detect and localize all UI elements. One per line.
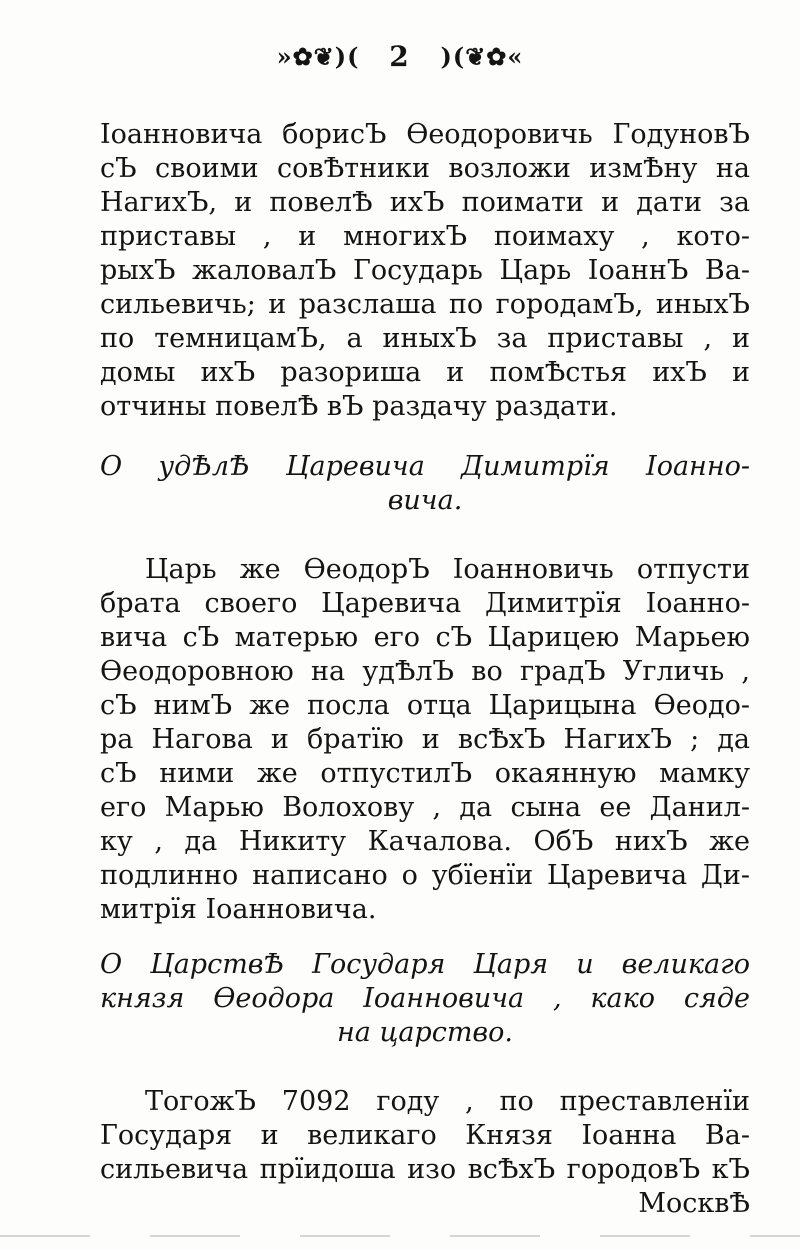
heading-line: О ЦарствѢ Государя Царя и великаго: [100, 949, 750, 980]
text-line: Іоанновича борисЪ Ѳеодоровичь ГодуновЪ: [100, 119, 750, 150]
text-line: вича сЪ матерью его сЪ Царицею Марьею: [100, 622, 750, 653]
text-line: отчины повелѢ вЪ раздачу раздати.: [100, 391, 618, 422]
text-line: подлинно написано о убїенїи Царевича Ди-: [100, 860, 750, 891]
right-ornament-icon: )(❦✿«: [440, 42, 524, 71]
text-line: митрїя Іоанновича.: [100, 894, 377, 925]
heading-line: О удѢлѢ Царевича Димитрїя Іоанно-: [100, 451, 750, 482]
text-line: его Марью Волохову , да сына ее Данил-: [100, 792, 750, 823]
text-line: ТогожЪ 7092 году , по преставленїи: [145, 1086, 750, 1117]
page-edge-divider: [0, 1235, 800, 1237]
text-line: сЪ своими совѢтники возложи измѢну на: [100, 153, 750, 184]
text-line: приставы , и многихЪ поимаху , кото-: [100, 221, 750, 252]
heading-line: на царство.: [337, 1017, 513, 1048]
text-line: по темницамЪ, а иныхЪ за приставы , и: [100, 323, 750, 354]
text-line: сильевичь; и разслаша по городамЪ, иныхЪ: [100, 289, 750, 320]
text-line: брата своего Царевича Димитрїя Іоанно-: [100, 588, 750, 619]
paragraph-2: [100, 553, 750, 927]
text-line: ра Нагова и братїю и всѢхЪ НагихЪ ; да: [100, 724, 750, 755]
page-number: 2: [389, 40, 411, 73]
heading-line: князя Ѳеодора Іоанновича , како сяде: [100, 983, 750, 1014]
text-line: Ѳеодоровною на удѢлЪ во градЪ Угличь ,: [100, 656, 750, 687]
text-line: домы ихЪ разориша и помѢстья ихЪ и: [100, 357, 750, 388]
left-ornament-icon: »✿❦)(: [276, 42, 360, 71]
text-line: рыхЪ жаловалЪ Государь Царь ІоаннЪ Ва-: [100, 255, 750, 286]
text-line: НагихЪ, и повелѢ ихЪ поимати и дати за: [100, 187, 750, 218]
text-line: сильевича прїидоша изо всѢхЪ городовЪ кЪ: [100, 1154, 750, 1185]
text-line: сЪ ними же отпустилЪ окаянную мамку: [100, 758, 750, 789]
text-line: сЪ нимЪ же посла отца Царицына Ѳеодо-: [100, 690, 750, 721]
text-line: Государя и великаго Князя Іоанна Ва-: [100, 1120, 750, 1151]
paragraph-1: [100, 118, 750, 424]
running-head: [0, 38, 800, 73]
heading-line: вича.: [387, 485, 463, 516]
section-heading-tsarstvo: [100, 948, 750, 1050]
catchword: МосквѢ: [638, 1188, 750, 1219]
text-line: Царь же ѲеодорЪ Іоанновичь отпусти: [145, 554, 750, 585]
section-heading-udel: [100, 450, 750, 518]
paragraph-3: [100, 1085, 750, 1221]
text-line: ку , да Никиту Качалова. ОбЪ нихЪ же: [100, 826, 750, 857]
